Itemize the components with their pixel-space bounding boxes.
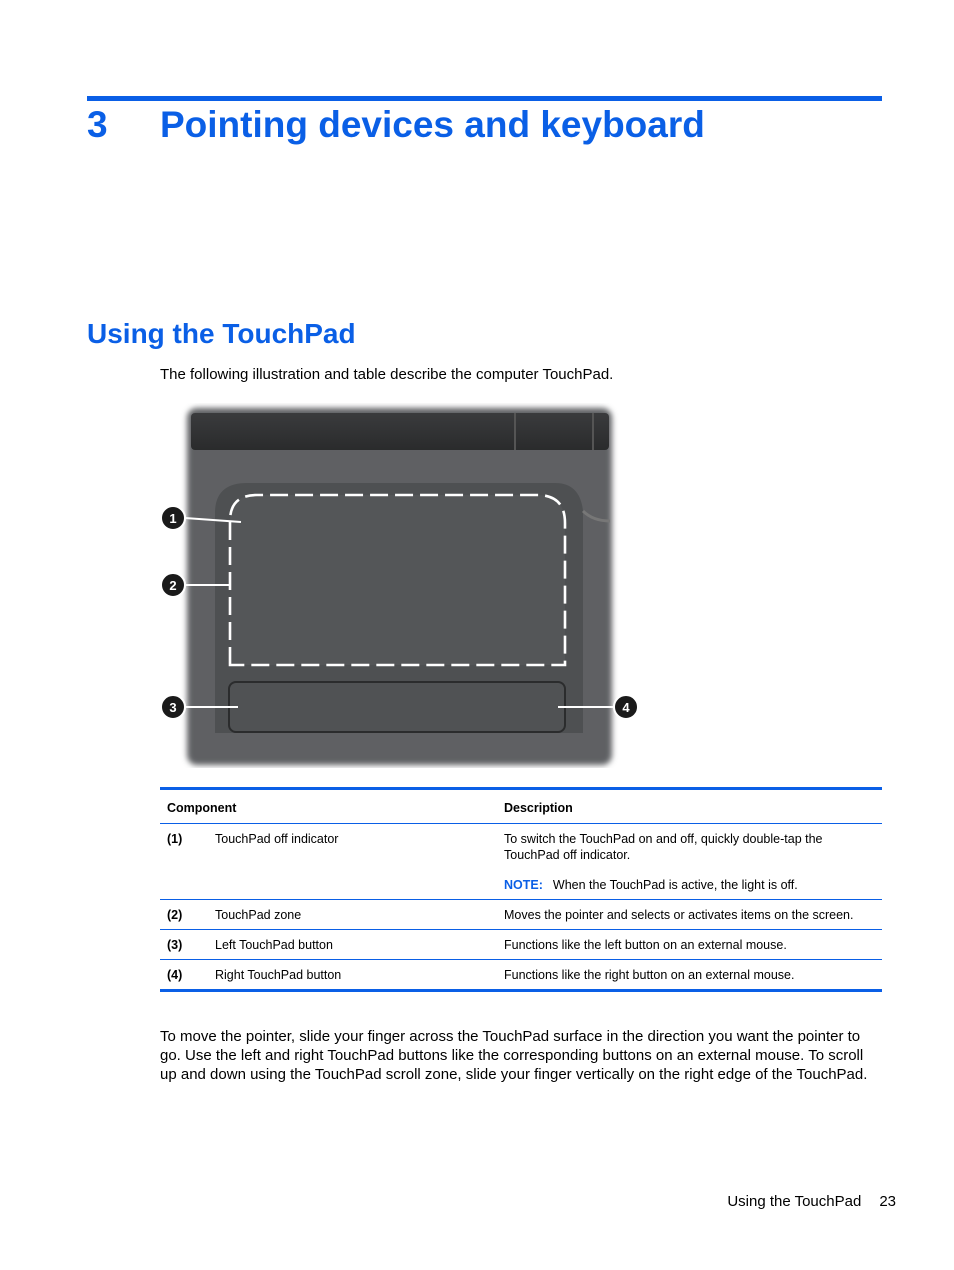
callout-number: 3 bbox=[169, 700, 177, 715]
note bbox=[504, 877, 875, 893]
row-number: (4) bbox=[167, 968, 183, 982]
table-row bbox=[160, 930, 882, 960]
callout-number: 1 bbox=[169, 511, 177, 526]
header-description: Description bbox=[504, 801, 573, 815]
row-component: TouchPad off indicator bbox=[215, 832, 339, 846]
section-title: Using the TouchPad bbox=[87, 318, 356, 349]
header-component: Component bbox=[167, 801, 237, 815]
callout-badge bbox=[161, 695, 185, 719]
chapter-rule bbox=[87, 96, 882, 101]
page-number: 23 bbox=[879, 1193, 896, 1210]
chapter-title bbox=[87, 104, 705, 146]
row-component: Right TouchPad button bbox=[215, 968, 342, 982]
row-component: TouchPad zone bbox=[215, 908, 302, 922]
table-row bbox=[160, 900, 882, 930]
note-text: When the TouchPad is active, the light is off. bbox=[552, 878, 798, 892]
callout-number: 4 bbox=[622, 700, 630, 715]
footer-label: Using the TouchPad bbox=[727, 1193, 862, 1210]
row-description: Moves the pointer and selects or activates items on the screen. bbox=[504, 908, 854, 922]
row-number: (2) bbox=[167, 908, 183, 922]
row-description bbox=[497, 824, 882, 900]
touchpad-buttons bbox=[229, 682, 565, 732]
note-label: NOTE: bbox=[504, 878, 543, 892]
callout-badge bbox=[614, 695, 638, 719]
body-paragraph: To move the pointer, slide your finger across the TouchPad surface in the direction you want the pointer to go. Use the left and right TouchPad buttons like the corresponding buttons on an external mouse. To scroll up and down using the TouchPad scroll zone, slide your finger vertically on the right edge of the TouchPad. bbox=[160, 1028, 868, 1083]
chapter-number: 3 bbox=[87, 104, 108, 145]
intro-text: The following illustration and table describe the computer TouchPad. bbox=[160, 366, 614, 383]
table-row bbox=[160, 824, 882, 900]
row-description: Functions like the left button on an external mouse. bbox=[504, 938, 787, 952]
table-row bbox=[160, 960, 882, 991]
touchpad-illustration bbox=[155, 403, 645, 768]
callout-badge bbox=[161, 573, 185, 597]
row-description: Functions like the right button on an external mouse. bbox=[504, 968, 795, 982]
row-component: Left TouchPad button bbox=[215, 938, 333, 952]
row-description-text: To switch the TouchPad on and off, quickly double-tap the TouchPad off indicator. bbox=[504, 832, 823, 862]
component-table bbox=[160, 787, 882, 992]
row-number: (3) bbox=[167, 938, 183, 952]
callout-badge bbox=[161, 506, 185, 530]
row-number: (1) bbox=[167, 832, 183, 846]
keyboard-edge bbox=[191, 413, 609, 450]
table-header-row bbox=[160, 789, 882, 824]
touchpad-zone bbox=[230, 495, 565, 665]
callout-number: 2 bbox=[169, 578, 177, 593]
page-footer bbox=[727, 1193, 896, 1210]
chapter-title-text: Pointing devices and keyboard bbox=[160, 104, 705, 145]
